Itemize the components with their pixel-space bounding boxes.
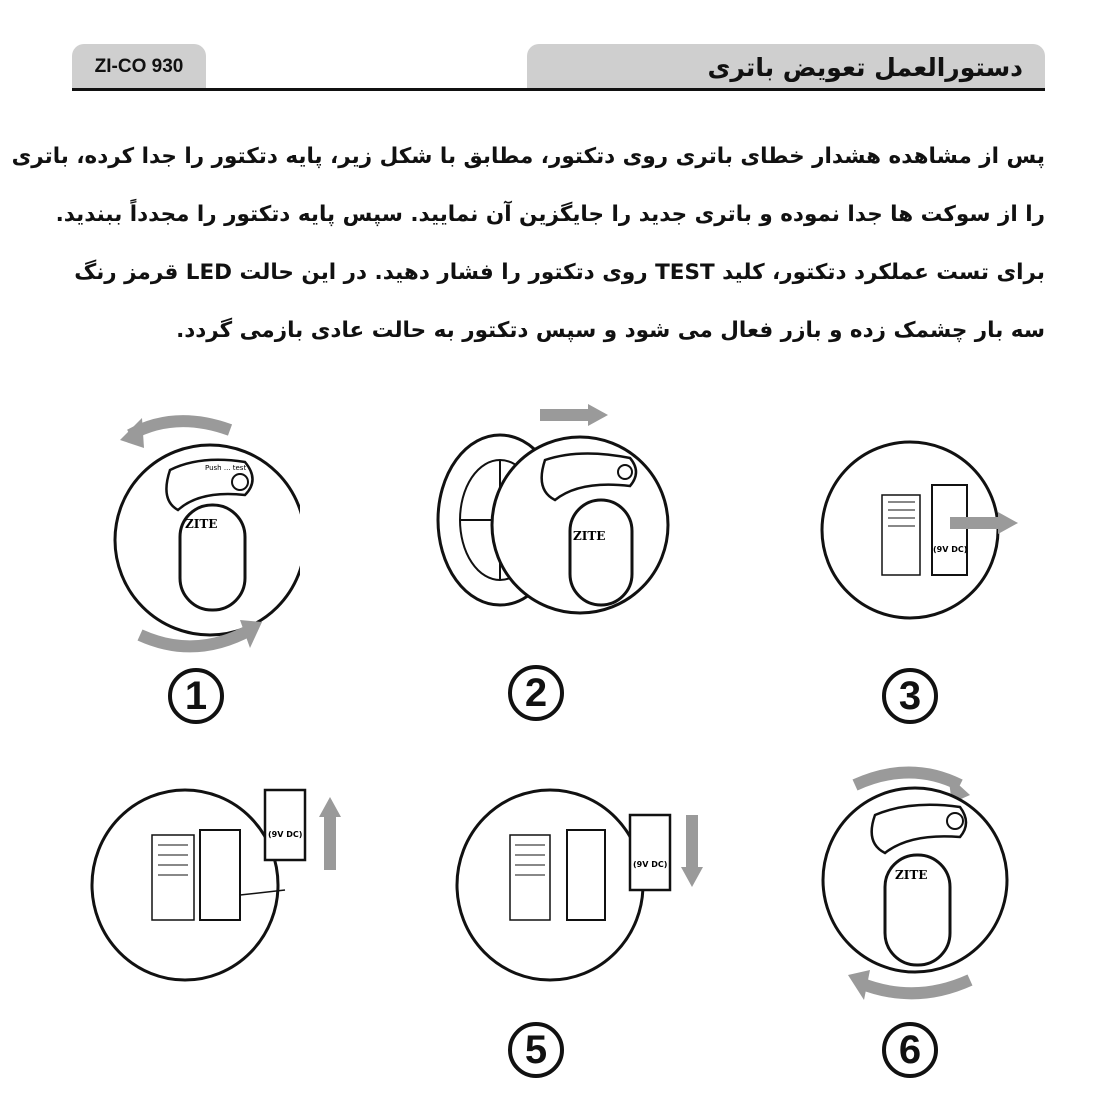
battery-label: (9V DC) xyxy=(933,545,968,554)
rotate-arrow-bottom-icon xyxy=(860,980,970,993)
rotate-arrow-top-icon xyxy=(855,773,960,786)
svg-text:Push ... test: Push ... test xyxy=(205,464,247,472)
brand-label: ZITE xyxy=(185,517,218,531)
model-tab xyxy=(72,44,206,90)
detector-body xyxy=(115,445,300,635)
step-number-1: 1 xyxy=(168,668,224,724)
model-label: ZI-CO 930 xyxy=(94,56,184,77)
step-number-5: 5 xyxy=(508,1022,564,1078)
battery-label: (9V DC) xyxy=(268,830,303,839)
step-1-figure xyxy=(100,400,300,670)
step-4-figure xyxy=(90,785,360,985)
page-title: دستورالعمل تعویض باتری xyxy=(707,52,1023,82)
step-number-3: 3 xyxy=(882,668,938,724)
rotate-arrow-top-icon xyxy=(130,421,230,435)
detector-back xyxy=(92,790,278,980)
instruction-line-2: را از سوکت ها جدا نموده و باتری جدید را جایگزین آن نمایید. سپس پایه دتکتور را مجدداً ببندید. xyxy=(55,202,1045,227)
instruction-line-4: سه بار چشمک زده و بازر فعال می شود و سپس دتکتور به حالت عادی بازمی گردد. xyxy=(176,318,1045,343)
detector-body xyxy=(492,437,668,613)
instruction-line-1: پس از مشاهده هشدار خطای باتری روی دتکتور، مطابق با شکل زیر، پایه دتکتور را جدا کرده، باتری xyxy=(11,144,1045,169)
battery xyxy=(630,815,670,890)
step-number-6: 6 xyxy=(882,1022,938,1078)
step-number-2: 2 xyxy=(508,665,564,721)
header-rule xyxy=(72,88,1045,91)
brand-label: ZITE xyxy=(573,529,606,543)
detector-back xyxy=(822,442,998,618)
step-5-figure xyxy=(455,785,715,985)
title-tab xyxy=(527,44,1045,90)
battery-label: (9V DC) xyxy=(633,860,668,869)
step-2-figure xyxy=(430,400,680,640)
instruction-line-3: برای تست عملکرد دتکتور، کلید TEST روی دتکتور را فشار دهید. در این حالت LED قرمز رنگ xyxy=(74,260,1045,285)
instruction-paragraph xyxy=(11,128,1045,360)
brand-label: ZITE xyxy=(895,868,928,882)
step-3-figure xyxy=(820,440,1030,620)
battery xyxy=(265,790,305,860)
step-6-figure xyxy=(820,755,1020,1010)
